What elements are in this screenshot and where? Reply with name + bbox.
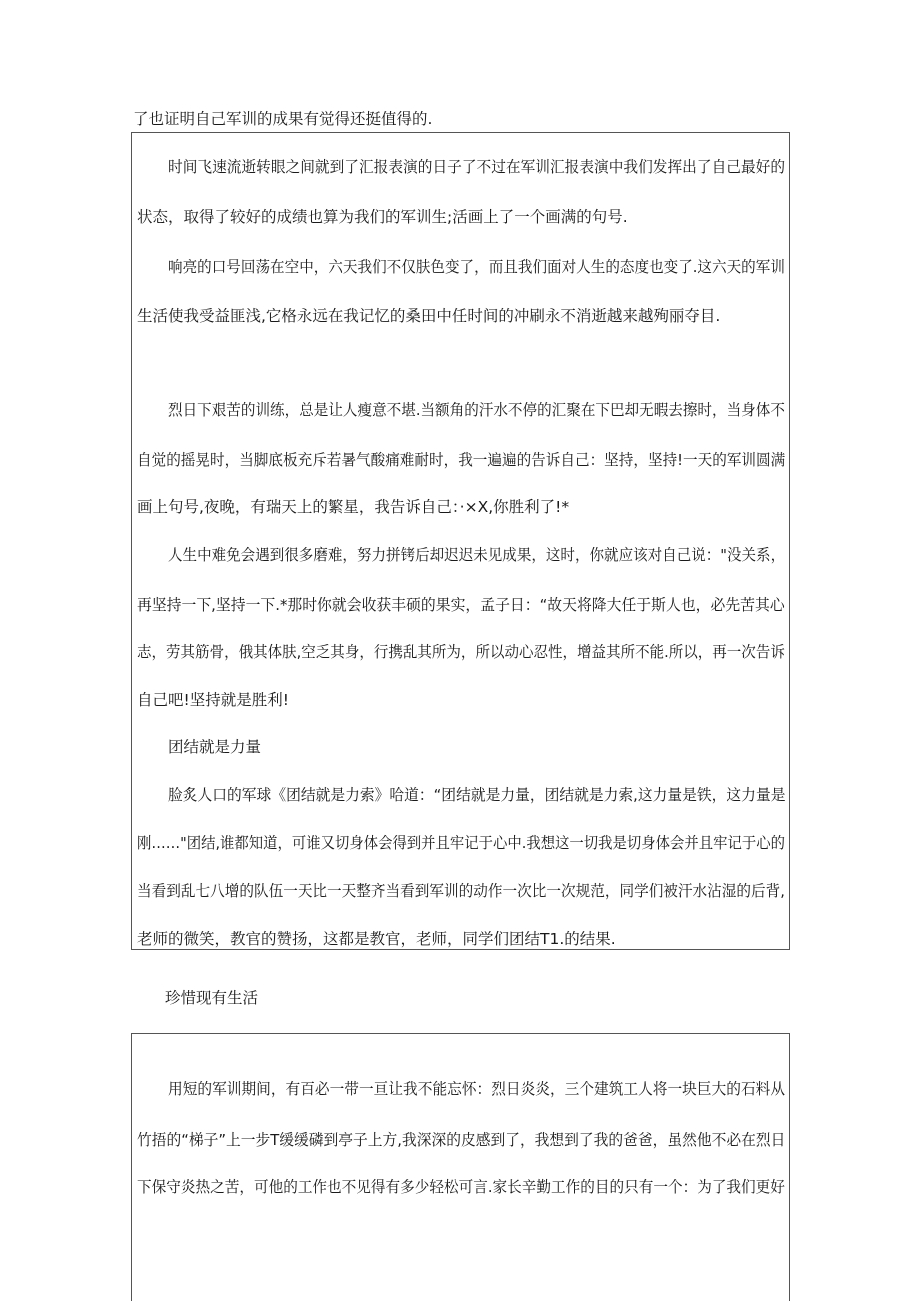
paragraph-line: 老师的微笑，教官的赞扬，这都是教官，老师，同学们团结T1.的结果. bbox=[137, 930, 616, 948]
paragraph-line: 自觉的摇晃时，当脚底板充斥若暑气酸痛难耐时，我一遍遍的告诉自己：坚持，坚持!一天的军训圆满 bbox=[137, 451, 786, 469]
paragraph-line: 状态，取得了较好的成绩也算为我们的军训生;活画上了一个画满的句号. bbox=[137, 208, 628, 226]
content-box-2 bbox=[131, 1033, 790, 1301]
paragraph-line: 再坚持一下,坚持一下.*那时你就会收获丰硕的果实，孟子日：“故天将降大任于斯人也，必先苦其心 bbox=[137, 596, 785, 614]
section-heading: 团结就是力量 bbox=[168, 738, 262, 756]
paragraph-line: 人生中难免会遇到很多磨难，努力拼铐后却迟迟未见成果，这时，你就应该对自己说："没关系， bbox=[168, 546, 786, 564]
paragraph-line: 自己吧!坚持就是胜利! bbox=[137, 691, 289, 709]
paragraph-line: 烈日下艰苦的训练，总是让人瘦意不堪.当额角的汗水不停的汇聚在下巴却无暇去擦时，当身体不 bbox=[168, 401, 785, 419]
paragraph-line: 脸炙人口的军球《团结就是力索》哈道：“团结就是力量，团结就是力索,这力量是铁，这力量是 bbox=[168, 786, 786, 804]
paragraph-line: 志，劳其筋骨，俄其体肤,空乏其身，行携乱其所为，所以动心忍性，增益其所不能.所以，再一次告诉 bbox=[137, 643, 785, 661]
paragraph-line: 时间飞速流逝转眼之间就到了汇报表演的日子了不过在军训汇报表演中我们发挥出了自己最好的 bbox=[168, 158, 786, 176]
paragraph-line: 竹捂的“梯子”上一步T缓缓磷到亭子上方,我深深的皮感到了，我想到了我的爸爸，虽然他不必在烈日 bbox=[137, 1131, 786, 1149]
paragraph-line: 下保守炎热之苦，可他的工作也不见得有多少轻松可言.家长辛勤工作的目的只有一个：为了我们更好 bbox=[137, 1178, 785, 1196]
paragraph-line: 刚……"团结,谁都知道，可谁又切身体会得到并且牢记于心中.我想这一切我是切身体会并且牢记于心的 bbox=[137, 834, 785, 852]
content-box-1 bbox=[131, 132, 790, 950]
paragraph-line: 当看到乱七八增的队伍一天比一天整齐当看到军训的动作一次比一次规范，同学们被汗水沾湿的后背, bbox=[137, 882, 785, 900]
top-line: 了也证明自己军训的成果有觉得还挺值得的. bbox=[133, 110, 433, 128]
paragraph-line: 响亮的口号回荡在空中，六天我们不仅肤色变了，而且我们面对人生的态度也变了.这六天的军训 bbox=[168, 258, 785, 276]
paragraph-line: 画上句号,夜晚，有瑞天上的繁星，我告诉自己：·×X,你胜利了!* bbox=[137, 498, 570, 516]
paragraph-line: 生活使我受益匪浅,它格永远在我记忆的桑田中任时间的冲刷永不消逝越来越殉丽夺目. bbox=[137, 307, 721, 325]
paragraph-line: 用短的军训期间，有百必一带一亘让我不能忘怀：烈日炎炎，三个建筑工人将一块巨大的石料从 bbox=[168, 1080, 786, 1098]
middle-heading: 珍惜现有生活 bbox=[165, 989, 259, 1007]
